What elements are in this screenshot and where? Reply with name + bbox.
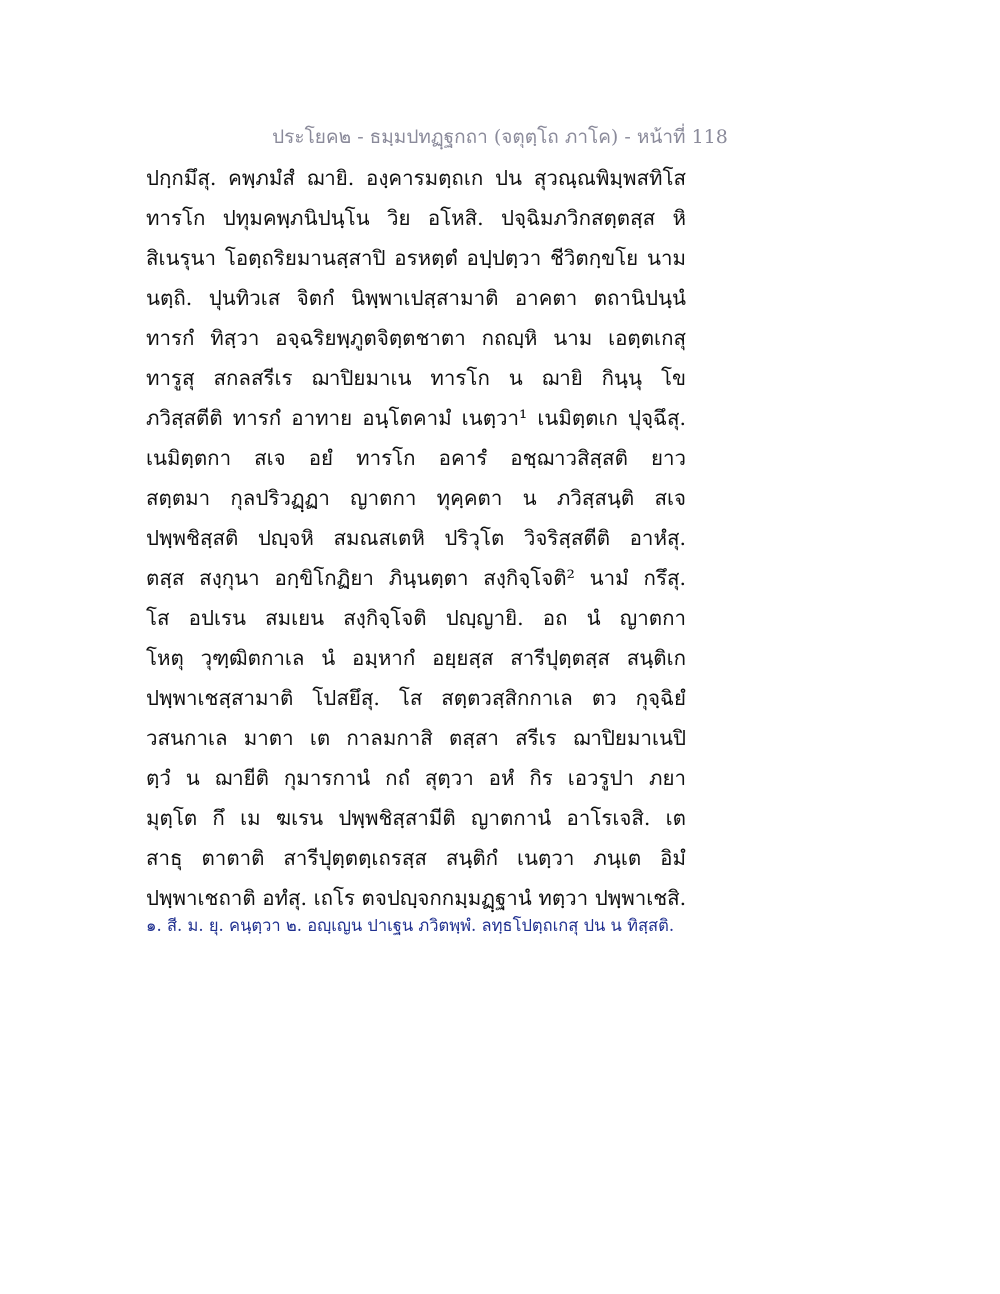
body-text: [146, 158, 686, 918]
text-line: ทารูสุ สกลสรีเร ฌาปิยมาเน ทารโก น ฌายิ กินฺนุ โข: [146, 366, 686, 390]
text-line: ปพฺพาเชสฺสามาติ โปสยึสุ. โส สตฺตวสฺสิกกาเล ตว กุจฺฉิยํ: [146, 686, 686, 710]
text-line: ปพฺพาเชถาติ อทํสุ. เถโร ตจปญฺจกกมฺมฏฺฐานํ ทตฺวา ปพฺพาเชสิ.: [146, 886, 687, 910]
text-line: ทารกํ ทิสฺวา อจฺฉริยพฺภูตจิตฺตชาตา กถญฺหิ นาม เอตฺตเกสุ: [146, 326, 686, 350]
text-line: ภวิสฺสตีติ ทารกํ อาทาย อนฺโตคามํ เนตฺวา¹ เนมิตฺตเก ปุจฺฉึสุ.: [146, 406, 686, 430]
text-line: ปพฺพชิสฺสติ ปญฺจหิ สมณสเตหิ ปริวุโต วิจริสฺสตีติ อาหํสุ.: [146, 526, 686, 550]
text-line: โส อปเรน สมเยน สงฺกิจฺโจติ ปญฺญายิ. อถ นํ ญาตกา: [146, 606, 686, 630]
text-line: นตฺถิ. ปุนทิวเส จิตกํ นิพฺพาเปสฺสามาติ อาคตา ตถานิปนฺนํ: [146, 286, 686, 310]
running-header: [0, 122, 1000, 152]
running-header-text: ประโยค๒ - ธมฺมปทฏฺฐกถา (จตุตฺโถ ภาโค) - หน้าที่ 118: [272, 126, 728, 148]
text-line: วสนกาเล มาตา เต กาลมกาสิ ตสฺสา สรีเร ฌาปิยมาเนปิ: [146, 726, 686, 750]
text-line: สาธุ ตาตาติ สารีปุตฺตตฺเถรสฺส สนฺติกํ เนตฺวา ภนฺเต อิมํ: [146, 846, 686, 870]
text-line: ตฺวํ น ฌายีติ กุมารกานํ กถํ สุตฺวา อหํ กิร เอวรูปา ภยา: [146, 766, 686, 790]
text-line: ปกฺกมึสุ. คพฺภมํสํ ฌายิ. องฺคารมตฺถเก ปน สุวณฺณพิมฺพสทิโส: [146, 166, 686, 190]
text-line: ตสฺส สงฺกุนา อกฺขิโกฏิยา ภินฺนตฺตา สงฺกิจฺโจติ² นามํ กรึสุ.: [146, 566, 686, 590]
text-line: สิเนรุนา โอตฺถริยมานสฺสาปิ อรหตฺตํ อปฺปตฺวา ชีวิตกฺขโย นาม: [146, 246, 686, 270]
text-line: โหตุ วุฑฺฒิตกาเล นํ อมฺหากํ อยฺยสฺส สารีปุตฺตสฺส สนฺติเก: [146, 646, 686, 670]
footnote: ๑. สี. ม. ยุ. คนฺตฺวา ๒. อญฺเญน ปาเฐน ภวิตพฺพํ. ลทฺธโปตฺถเกสุ ปน น ทิสฺสติ.: [146, 916, 675, 935]
text-line: ทารโก ปทุมคพฺภนิปนฺโน วิย อโหสิ. ปจฺฉิมภวิกสตฺตสฺส หิ: [146, 206, 686, 230]
text-line: สตฺตมา กุลปริวฏฺฏา ญาตกา ทุคฺคตา น ภวิสฺสนฺติ สเจ: [146, 486, 686, 510]
text-line: เนมิตฺตกา สเจ อยํ ทารโก อคารํ อชฺฌาวสิสฺสติ ยาว: [146, 446, 686, 470]
text-line: มุตฺโต กึ เม ฆเรน ปพฺพชิสฺสามีติ ญาตกานํ อาโรเจสิ. เต: [146, 806, 686, 830]
